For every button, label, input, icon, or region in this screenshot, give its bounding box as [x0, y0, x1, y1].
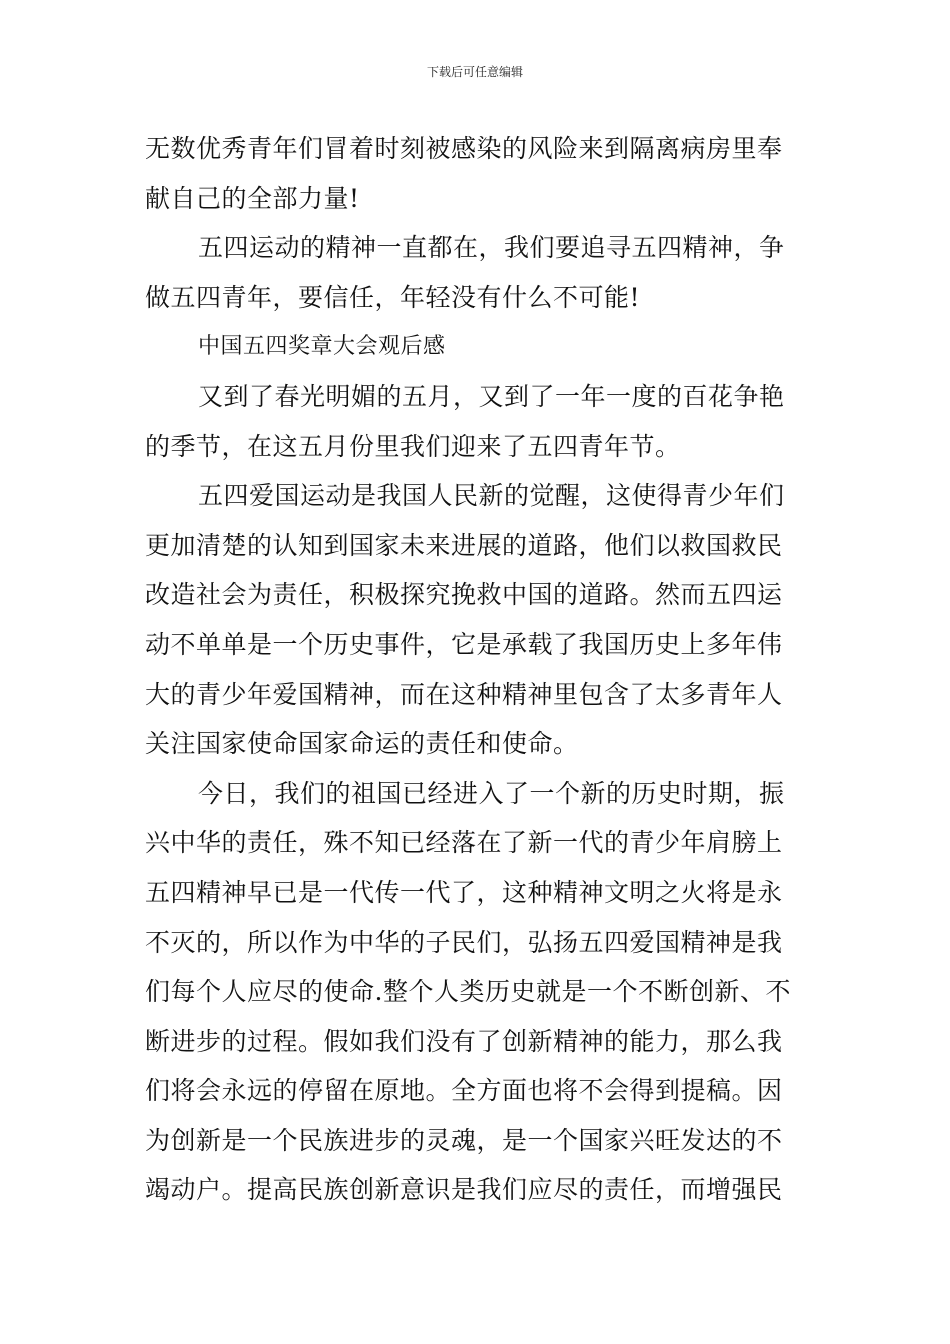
text-line: 动不单单是一个历史事件，它是承载了我国历史上多年伟	[145, 629, 783, 659]
text-line: 做五四青年，要信任，年轻没有什么不可能!	[145, 282, 641, 312]
text-line: 今日，我们的祖国已经进入了一个新的历史时期，振	[198, 778, 785, 808]
text-line: 关注国家使命国家命运的责任和使命。	[145, 729, 579, 759]
text-line: 大的青少年爱国精神，而在这种精神里包含了太多青年人	[145, 679, 783, 709]
text-line: 改造社会为责任，积极探究挽救中国的道路。然而五四运	[145, 580, 783, 610]
text-line: 五四精神早已是一代传一代了，这种精神文明之火将是永	[145, 877, 783, 907]
text-line: 更加清楚的认知到国家未来进展的道路，他们以救国救民	[145, 530, 783, 560]
text-line: 的季节，在这五月份里我们迎来了五四青年节。	[145, 431, 681, 461]
text-line: 兴中华的责任，殊不知已经落在了新一代的青少年肩膀上	[145, 828, 783, 858]
text-line: 们将会永远的停留在原地。全方面也将不会得到提稿。因	[145, 1076, 783, 1106]
text-line: 不灭的，所以作为中华的子民们，弘扬五四爱国精神是我	[145, 927, 783, 957]
section-title: 中国五四奖章大会观后感	[198, 334, 446, 360]
text-line: 献自己的全部力量!	[145, 183, 360, 213]
text-line: 五四爱国运动是我国人民新的觉醒，这使得青少年们	[198, 481, 785, 511]
text-line: 无数优秀青年们冒着时刻被感染的风险来到隔离病房里奉	[145, 134, 783, 163]
text-line: 五四运动的精神一直都在，我们要追寻五四精神，争	[198, 233, 785, 263]
text-line: 断进步的过程。假如我们没有了创新精神的能力，那么我	[145, 1026, 783, 1056]
text-line: 又到了春光明媚的五月，又到了一年一度的百花争艳	[198, 381, 785, 411]
text-line: 们每个人应尽的使命.整个人类历史就是一个不断创新、不	[145, 977, 791, 1007]
text-line: 为创新是一个民族进步的灵魂，是一个国家兴旺发达的不	[145, 1125, 783, 1155]
page-header: 下载后可任意编辑	[426, 65, 523, 79]
text-line: 竭动户。提高民族创新意识是我们应尽的责任，而增强民	[145, 1175, 783, 1205]
body-text	[145, 124, 810, 1215]
